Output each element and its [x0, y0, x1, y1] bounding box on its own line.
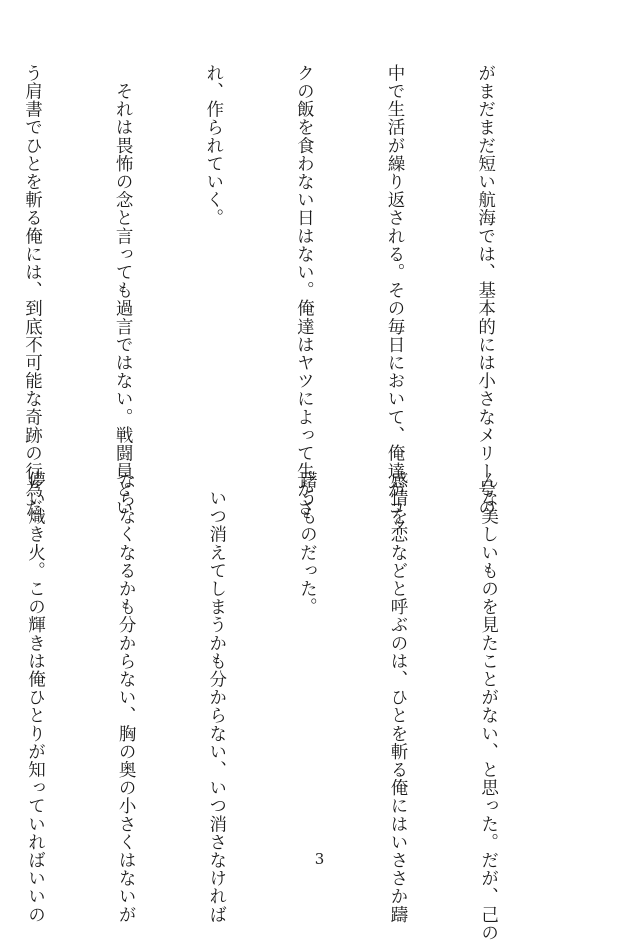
- text-line: んな美しいものを見たことがない、と思った。だが、己の: [478, 471, 499, 942]
- top-text-block: [0, 64, 561, 535]
- text-line: がまだまだ短い航海では、基本的には小さなメリー号の: [475, 64, 496, 517]
- text-line: 感情を恋などと呼ぶのは、ひとを斬る俺にはいささか躊: [387, 471, 408, 924]
- text-line: 中で生活が繰り返される。その毎日において、俺達がコッ: [384, 64, 405, 535]
- bottom-text-block: [0, 471, 564, 942]
- text-line: 儚い熾き火。この輝きは俺ひとりが知っていればいいの: [25, 471, 46, 924]
- text-line: いつ消えてしまうかも分からない、いつ消さなければ: [206, 471, 227, 924]
- text-line: クの飯を食わない日はない。俺達はヤツによって生かさ: [294, 64, 315, 517]
- text-line: れ、作られていく。: [203, 64, 224, 227]
- text-line: 躇うものだった。: [297, 471, 318, 616]
- text-line: う肩書でひとを斬る俺には、到底不可能な奇跡の行為だ: [22, 64, 43, 517]
- text-line: ならなくなるかも分からない、胸の奥の小さくはないが: [116, 471, 137, 924]
- page-number: 3: [314, 850, 325, 868]
- text-line: それは畏怖の念と言っても過言ではない。戦闘員とい: [113, 64, 134, 517]
